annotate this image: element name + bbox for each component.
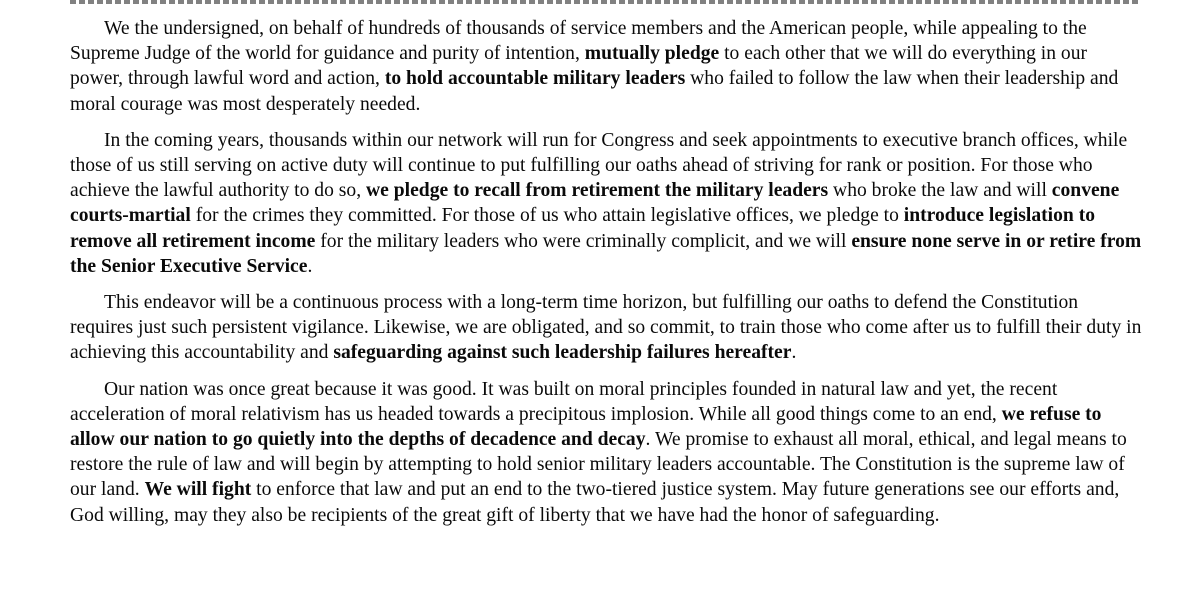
text-run: who failed to follow the law when their leadership and moral courage was most desperately needed. <box>70 68 1119 115</box>
paragraph-coming-years <box>70 128 1142 279</box>
cut-off-previous-line <box>70 0 1140 4</box>
emphasis-run: mutually pledge <box>584 43 720 65</box>
text-run: for the crimes they committed. For those of us who attain legislative offices, we pledge to <box>190 205 904 227</box>
text-run: This endeavor will be a continuous process with a long-term time horizon, but fulfilling our oaths to defend the Constitution requires just such persistent vigilance. Likewise, we are obligated, and so commit, to train those who come after us to fulfill their duty in achieving this accountability and <box>70 292 1142 364</box>
text-run: . We promise to exhaust all moral, ethical, and legal means to restore the rule of law and will begin by attempting to hold senior military leaders accountable. The Constitution is the supreme law of our land. <box>70 429 1127 501</box>
text-run: to enforce that law and put an end to the two-tiered justice system. May future generations see our efforts and, God willing, may they also be recipients of the great gift of liberty that we have had the honor of safeguarding. <box>70 479 1120 526</box>
text-run: In the coming years, thousands within our network will run for Congress and seek appointments to executive branch offices, while those of us still serving on active duty will continue to put fulfilling our oaths ahead of striving for rank or position. For those who achieve the lawful authority to do so, <box>70 129 1128 202</box>
text-run: for the military leaders who were criminally complicit, and we will <box>315 230 852 252</box>
emphasis-run: convene courts-martial <box>70 180 1120 227</box>
document-body <box>70 16 1142 539</box>
text-run: We the undersigned, on behalf of hundreds of thousands of service members and the American people, while appealing to the Supreme Judge of the world for guidance and purity of intention, <box>70 18 1087 65</box>
text-run: to each other that we will do everything in our power, through lawful word and action, <box>70 43 1088 90</box>
emphasis-run: introduce legislation to remove all retirement income <box>70 205 1096 252</box>
paragraph-our-nation <box>70 377 1142 528</box>
emphasis-run: we pledge to recall from retirement the military leaders <box>366 180 829 202</box>
text-run: Our nation was once great because it was good. It was built on moral principles founded in natural law and yet, the recent acceleration of moral relativism has us headed towards a precipitous implosion. While all good things come to an end, <box>70 378 1058 425</box>
paragraph-pledge <box>70 16 1142 117</box>
emphasis-run: We will fight <box>144 479 252 501</box>
text-run: . <box>307 255 313 277</box>
emphasis-run: to hold accountable military leaders <box>384 68 686 90</box>
emphasis-run: we refuse to allow our nation to go quietly into the depths of decadence and decay <box>70 403 1102 451</box>
text-run: who broke the law and will <box>828 180 1052 202</box>
emphasis-run: safeguarding against such leadership failures hereafter <box>333 342 792 364</box>
emphasis-run: ensure none serve in or retire from the Senior Executive Service <box>70 230 1142 277</box>
text-run: . <box>791 342 797 364</box>
paragraph-endeavor <box>70 290 1142 366</box>
